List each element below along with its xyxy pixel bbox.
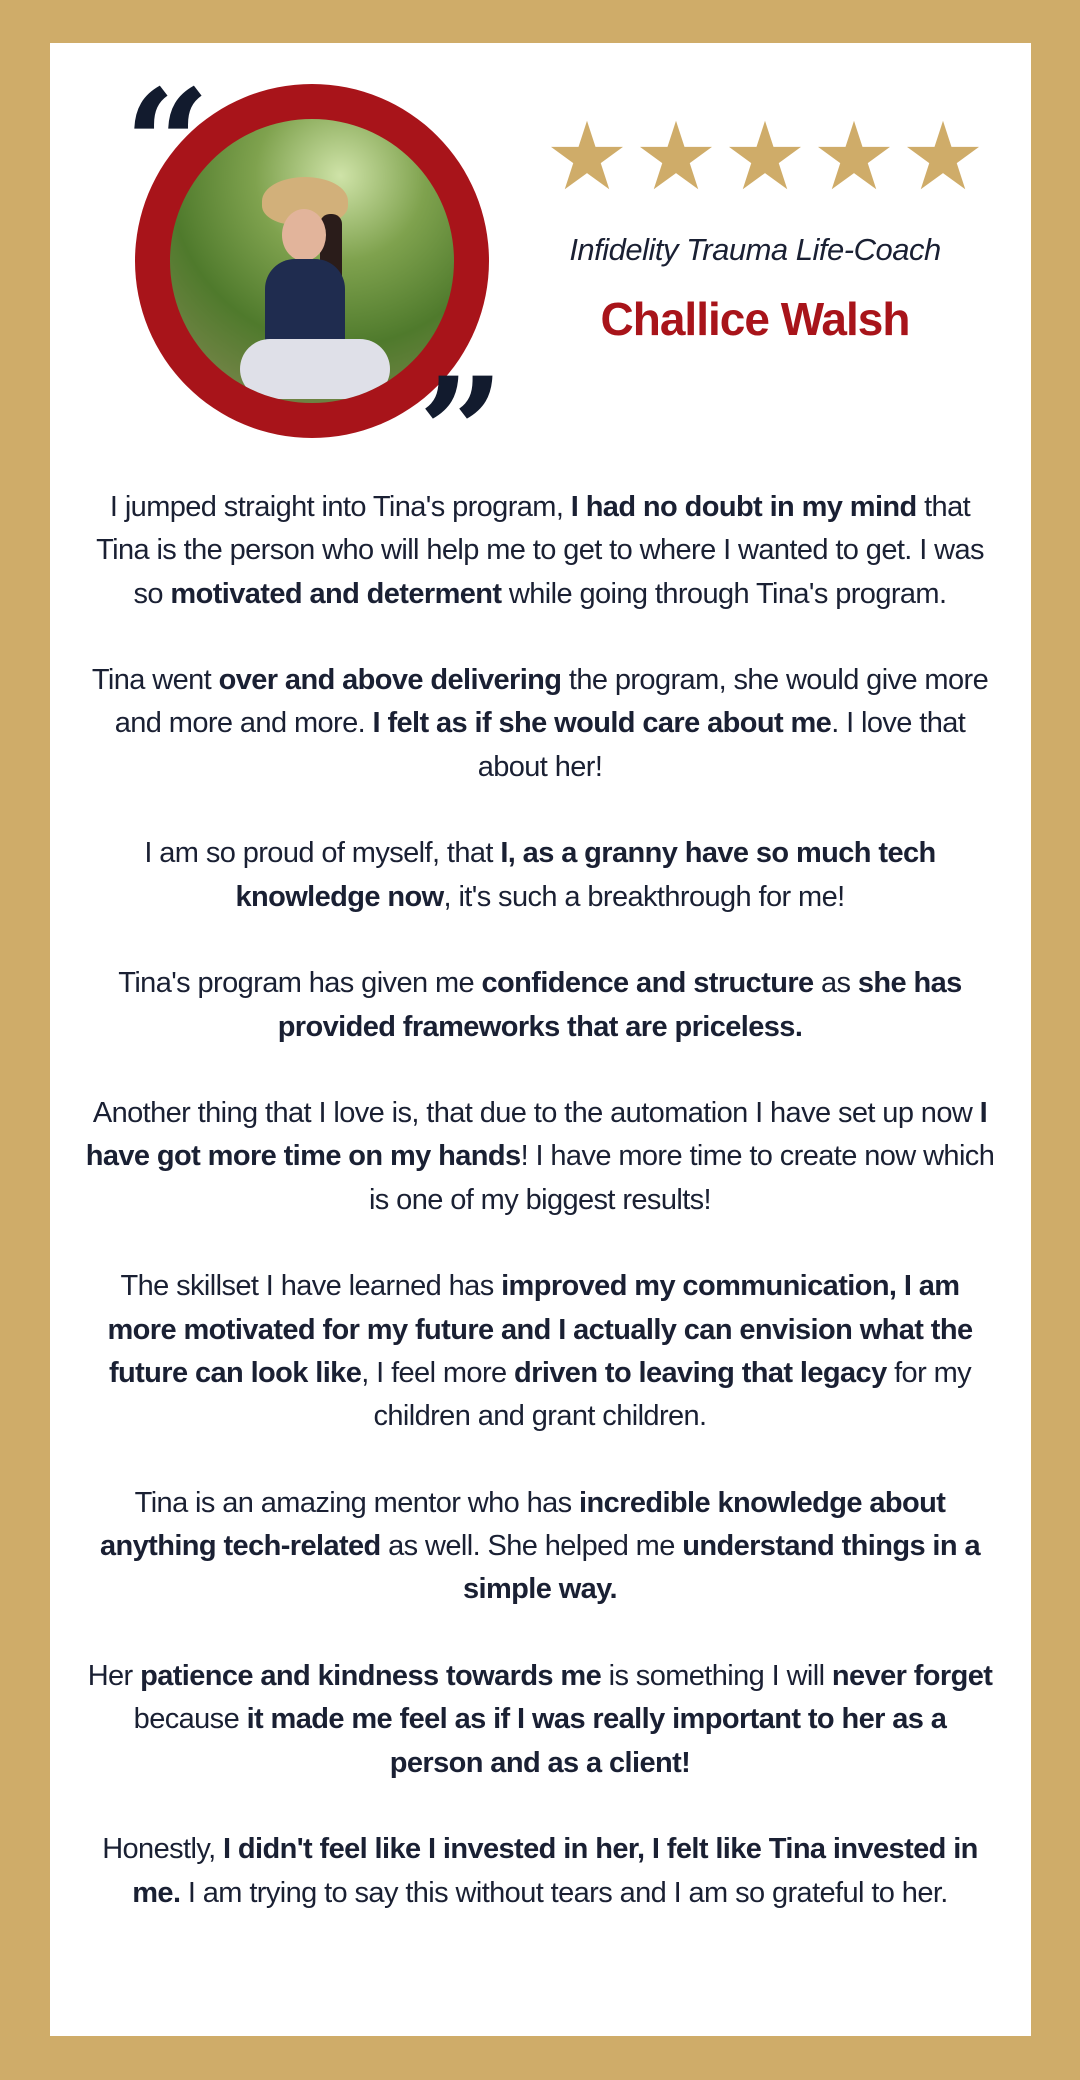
- body-text-segment: as well. She helped me: [380, 1530, 683, 1563]
- person-title: Infidelity Trauma Life-Coach: [569, 232, 941, 267]
- body-text-segment: I am trying to say this without tears and I am so grateful to her.: [180, 1876, 948, 1909]
- emphasis-text: understand things in a simple way.: [462, 1530, 980, 1606]
- body-text-segment: , it's such a breakthrough for me!: [443, 880, 845, 913]
- close-quote-icon: ”: [418, 345, 505, 521]
- body-text-segment: that Tina is the person who will help me to get to where I wanted to get. I was so: [96, 491, 984, 610]
- testimonial-paragraph: [85, 1828, 995, 1915]
- emphasis-text: incredible knowledge about anything tech-related: [100, 1486, 946, 1563]
- body-text-segment: for my children and grant children.: [373, 1356, 972, 1433]
- body-text-segment: Another thing that I love is, that due to the automation I have set up now: [92, 1097, 980, 1130]
- body-text-segment: Honestly,: [102, 1833, 223, 1866]
- photo-skirt: [240, 339, 390, 399]
- person-name: Challice Walsh: [600, 293, 910, 345]
- open-quote-icon: “: [124, 57, 211, 233]
- body-text-segment: the program, she would give more and more and more.: [114, 664, 989, 740]
- emphasis-text: I didn't feel like I invested in her, I felt like Tina invested in me.: [132, 1833, 978, 1909]
- emphasis-text: improved my communication, I am more motivated for my future and I actually can envision what the future can look like: [107, 1270, 973, 1389]
- body-text-segment: Tina's program has given me: [118, 967, 482, 1000]
- body-text-segment: I jumped straight into Tina's program,: [109, 491, 571, 523]
- profile-photo: [170, 119, 454, 403]
- body-text-segment: . I love that about her!: [477, 707, 966, 783]
- body-text-segment: Tina went: [91, 664, 219, 697]
- emphasis-text: patience and kindness towards me: [140, 1660, 602, 1693]
- body-text-segment: Her: [87, 1660, 141, 1693]
- emphasis-text: I felt as if she would care about me: [372, 707, 832, 740]
- body-text-segment: as: [813, 967, 858, 1000]
- testimonial-paragraph: [85, 1482, 995, 1612]
- star-icon: [729, 120, 801, 190]
- emphasis-text: confidence and structure: [481, 967, 814, 1000]
- emphasis-text: never forget: [831, 1660, 993, 1693]
- emphasis-text: I have got more time on my hands: [85, 1097, 988, 1173]
- body-text-segment: , I feel more: [361, 1356, 515, 1389]
- body-text-segment: The skillset I have learned has: [120, 1270, 502, 1303]
- testimonial-paragraph: [85, 962, 995, 1049]
- emphasis-text: over and above delivering: [218, 664, 562, 697]
- testimonial-paragraph: [85, 1092, 995, 1222]
- testimonial-paragraph: [85, 659, 995, 789]
- emphasis-text: motivated and determent: [170, 577, 502, 610]
- emphasis-text: she has provided frameworks that are priceless.: [277, 967, 962, 1043]
- testimonial-paragraph: [85, 486, 995, 616]
- star-icon: [818, 120, 890, 190]
- emphasis-text: driven to leaving that legacy: [514, 1356, 887, 1389]
- testimonial-paragraph: [85, 832, 995, 919]
- photo-face: [282, 209, 326, 261]
- body-text-segment: I am so proud of myself, that: [144, 837, 501, 870]
- emphasis-text: I, as a granny have so much tech knowledge now: [235, 837, 936, 913]
- star-icon: [640, 120, 712, 190]
- testimonial-paragraph: [85, 1655, 995, 1785]
- body-text-segment: while going through Tina's program.: [501, 577, 947, 610]
- testimonial-text: [85, 486, 995, 1958]
- testimonial-paragraph: [85, 1265, 995, 1438]
- body-text-segment: Tina is an amazing mentor who has: [134, 1486, 580, 1519]
- star-rating: [551, 120, 979, 190]
- star-icon: [551, 120, 623, 190]
- star-icon: [907, 120, 979, 190]
- emphasis-text: it made me feel as if I was really important to her as a person and as a client!: [246, 1703, 947, 1779]
- emphasis-text: I had no doubt in my mind: [570, 491, 917, 523]
- body-text-segment: ! I have more time to create now which is one of my biggest results!: [368, 1140, 995, 1216]
- body-text-segment: because: [133, 1703, 247, 1736]
- body-text-segment: is something I will: [601, 1660, 832, 1693]
